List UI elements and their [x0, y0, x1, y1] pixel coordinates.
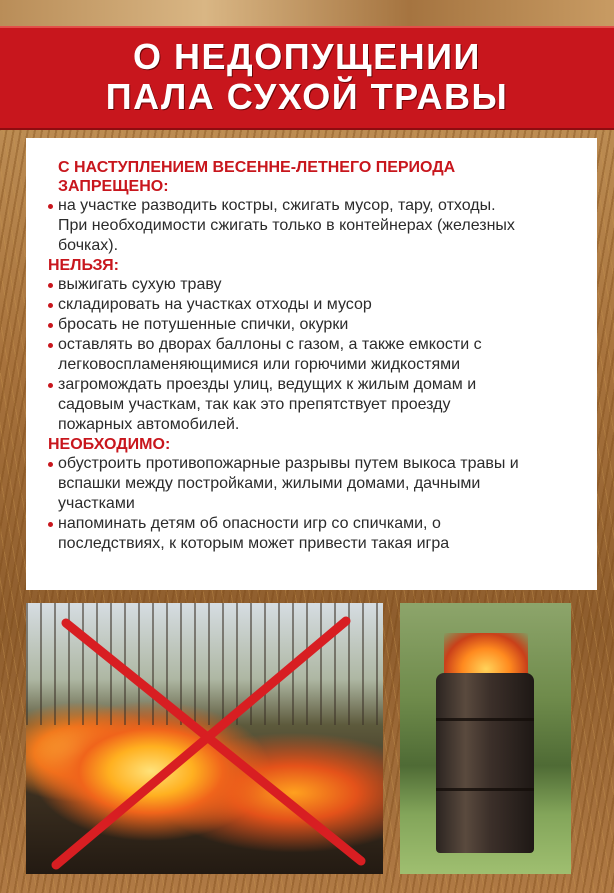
prohibition-cross-icon — [26, 603, 383, 874]
item-line: вспашки между постройками, жилыми домами, дачными — [58, 475, 481, 492]
bullet-icon — [48, 343, 53, 348]
item-line: последствиях, к которым может привести такая игра — [58, 535, 450, 552]
bullet-icon — [48, 383, 53, 388]
title-line-1: О НЕДОПУЩЕНИИ — [133, 36, 481, 77]
item-line: загромождать проезды улиц, ведущих к жилым домам и — [58, 376, 477, 393]
item-line: обустроить противопожарные разрывы путем выкоса травы и — [58, 455, 519, 472]
rules-content — [48, 158, 588, 554]
item-line: пожарных автомобилей. — [58, 416, 240, 433]
item-line: легковоспламеняющимися или горючими жидкостями — [58, 356, 461, 373]
metal-barrel — [436, 673, 534, 853]
item-line: оставлять во дворах баллоны с газом, а также емкости с — [58, 336, 482, 353]
cannot-item — [48, 335, 588, 375]
intro-heading-line-1: С НАСТУПЛЕНИЕМ ВЕСЕННЕ-ЛЕТНЕГО ПЕРИОДА — [58, 159, 456, 176]
cannot-item — [48, 315, 588, 335]
bullet-icon — [48, 522, 53, 527]
burning-grass-photo — [26, 603, 383, 874]
barrel-hoop — [436, 788, 534, 791]
item-line: складировать на участках отходы и мусор — [58, 296, 372, 313]
bullet-icon — [48, 303, 53, 308]
cannot-heading: НЕЛЬЗЯ: — [48, 257, 120, 274]
item-line: садовым участкам, так как это препятствует проезду — [58, 396, 451, 413]
necessary-heading: НЕОБХОДИМО: — [48, 436, 171, 453]
item-line: бочках). — [58, 237, 119, 254]
intro-heading-line-2: ЗАПРЕЩЕНО: — [58, 178, 169, 195]
necessary-item — [48, 454, 588, 514]
item-line: напоминать детям об опасности игр со спичками, о — [58, 515, 441, 532]
text-panel — [26, 138, 597, 590]
necessary-item — [48, 514, 588, 554]
intro-heading — [48, 158, 588, 196]
item-line: выжигать сухую траву — [58, 276, 222, 293]
bullet-icon — [48, 323, 53, 328]
item-line: на участке разводить костры, сжигать мусор, тару, отходы. — [58, 197, 496, 214]
background-texture-top — [0, 0, 614, 26]
burn-barrel-photo — [400, 603, 571, 874]
item-line: бросать не потушенные спички, окурки — [58, 316, 349, 333]
title-banner — [0, 26, 614, 130]
cannot-item — [48, 295, 588, 315]
bullet-icon — [48, 462, 53, 467]
barrel-hoop — [436, 718, 534, 721]
bullet-icon — [48, 204, 53, 209]
title-line-2: ПАЛА СУХОЙ ТРАВЫ — [105, 76, 509, 117]
forbidden-item — [48, 196, 588, 256]
item-line: При необходимости сжигать только в контейнерах (железных — [58, 217, 515, 234]
cannot-item — [48, 375, 588, 435]
item-line: участками — [58, 495, 135, 512]
bullet-icon — [48, 283, 53, 288]
cannot-item — [48, 275, 588, 295]
